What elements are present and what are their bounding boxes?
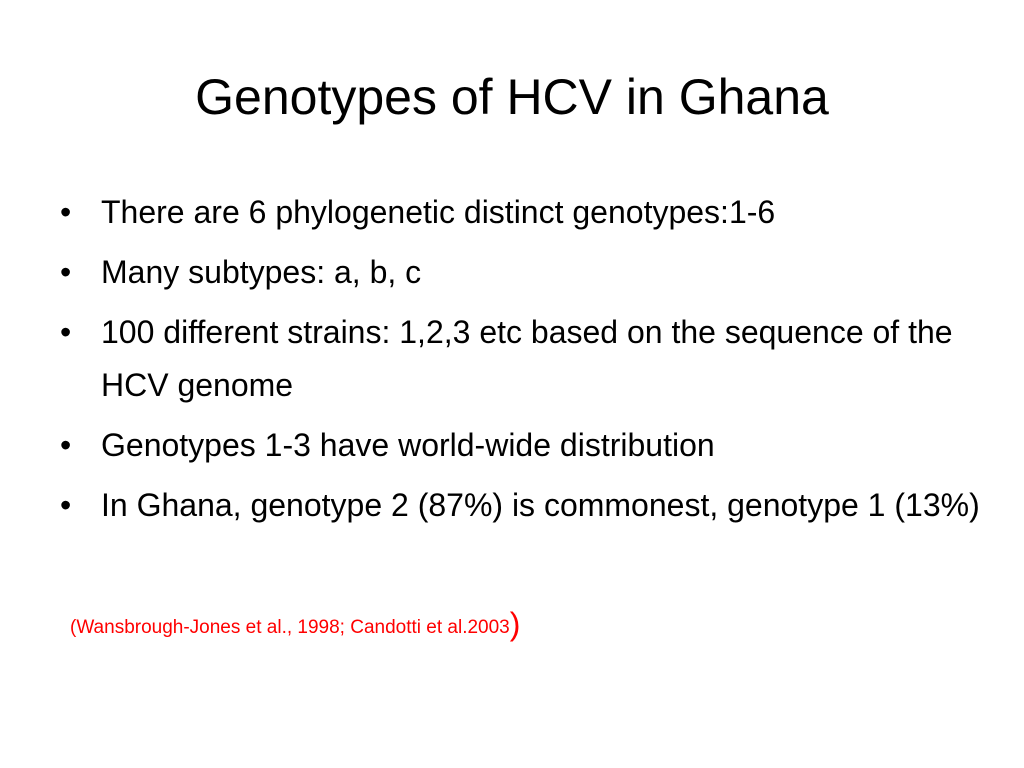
bullet-item <box>60 306 980 412</box>
bullet-item <box>60 246 980 299</box>
citation-text: (Wansbrough-Jones et al., 1998; Candotti et al.2003 <box>70 617 510 638</box>
bullet-item <box>60 479 980 532</box>
bullet-item <box>60 186 980 239</box>
bullet-icon: • <box>60 194 72 230</box>
bullet-item <box>60 419 980 472</box>
slide-title: Genotypes of HCV in Ghana <box>195 69 829 125</box>
bullet-text: 100 different strains: 1,2,3 etc based on the sequence of the HCV genome <box>101 314 953 403</box>
citation <box>70 604 520 648</box>
bullet-text: There are 6 phylogenetic distinct genotypes:1-6 <box>101 194 776 230</box>
bullet-icon: • <box>60 254 72 290</box>
bullet-list <box>60 186 980 539</box>
citation-closing-paren: ) <box>509 606 521 642</box>
bullet-text: In Ghana, genotype 2 (87%) is commonest, genotype 1 (13%) <box>101 487 980 523</box>
bullet-text: Many subtypes: a, b, c <box>101 254 422 290</box>
bullet-icon: • <box>60 487 72 523</box>
bullet-text: Genotypes 1-3 have world-wide distribution <box>101 427 715 463</box>
bullet-icon: • <box>60 314 72 350</box>
bullet-icon: • <box>60 427 72 463</box>
